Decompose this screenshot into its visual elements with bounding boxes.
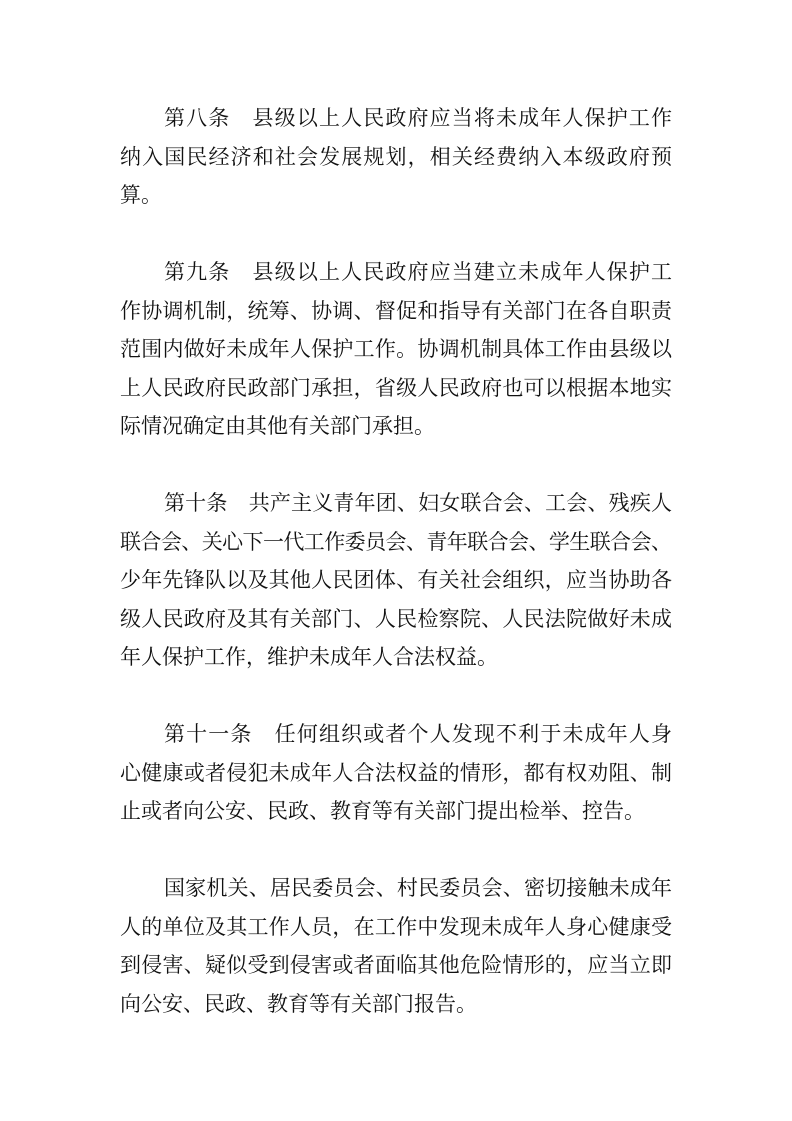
text-line (120, 523, 672, 562)
line-text: 年人保护工作，维护未成年人合法权益。 (120, 645, 498, 669)
text-line (120, 407, 672, 446)
line-text: 国家机关、居民委员会、村民委员会、密切接触未成年 (164, 876, 673, 900)
text-line (120, 600, 672, 639)
line-text: 少年先锋队以及其他人民团体、有关社会组织，应当协助各 (120, 568, 673, 592)
line-text: 第十条 共产主义青年团、妇女联合会、工会、残疾人 (164, 491, 673, 515)
text-line (120, 638, 672, 677)
line-text: 算。 (120, 183, 162, 207)
text-line (120, 985, 672, 1024)
line-text: 到侵害、疑似受到侵害或者面临其他危险情形的，应当立即 (120, 953, 673, 977)
line-text: 联合会、关心下一代工作委员会、青年联合会、学生联合会、 (120, 529, 672, 554)
text-line (120, 869, 672, 908)
line-text: 范围内做好未成年人保护工作。协调机制具体工作由县级以 (120, 337, 673, 361)
paragraph-article-8 (120, 99, 672, 215)
text-line (120, 484, 672, 523)
line-text: 第十一条 任何组织或者个人发现不利于未成年人身 (164, 722, 674, 746)
text-line (120, 561, 672, 600)
text-line (120, 908, 672, 947)
text-line (120, 292, 672, 331)
text-line (120, 176, 672, 215)
line-text: 上人民政府民政部门承担，省级人民政府也可以根据本地实 (120, 375, 673, 400)
text-line (120, 253, 672, 292)
text-line (120, 792, 672, 831)
line-text: 作协调机制，统筹、协调、督促和指导有关部门在各自职责 (120, 298, 673, 323)
line-text: 心健康或者侵犯未成年人合法权益的情形，都有权劝阻、制 (120, 760, 673, 785)
text-line (120, 99, 672, 138)
line-text: 第九条 县级以上人民政府应当建立未成年人保护工 (164, 260, 674, 284)
text-line (120, 369, 672, 408)
paragraph-article-10 (120, 484, 672, 677)
text-line (120, 138, 672, 177)
line-text: 级人民政府及其有关部门、人民检察院、人民法院做好未成 (120, 606, 673, 631)
line-text: 际情况确定由其他有关部门承担。 (120, 414, 435, 438)
text-line (120, 946, 672, 985)
text-line (120, 330, 672, 369)
text-line (120, 715, 672, 754)
line-text: 纳入国民经济和社会发展规划，相关经费纳入本级政府预 (120, 144, 674, 169)
paragraph-article-9 (120, 253, 672, 446)
document-page (120, 99, 672, 1062)
line-text: 向公安、民政、教育等有关部门报告。 (120, 991, 477, 1016)
paragraph-article-11 (120, 715, 672, 831)
paragraph-article-11-clause-2 (120, 869, 672, 1023)
line-text: 止或者向公安、民政、教育等有关部门提出检举、控告。 (120, 799, 645, 823)
line-text: 第八条 县级以上人民政府应当将未成年人保护工作 (164, 106, 674, 130)
line-text: 人的单位及其工作人员，在工作中发现未成年人身心健康受 (120, 914, 673, 939)
text-line (120, 754, 672, 793)
